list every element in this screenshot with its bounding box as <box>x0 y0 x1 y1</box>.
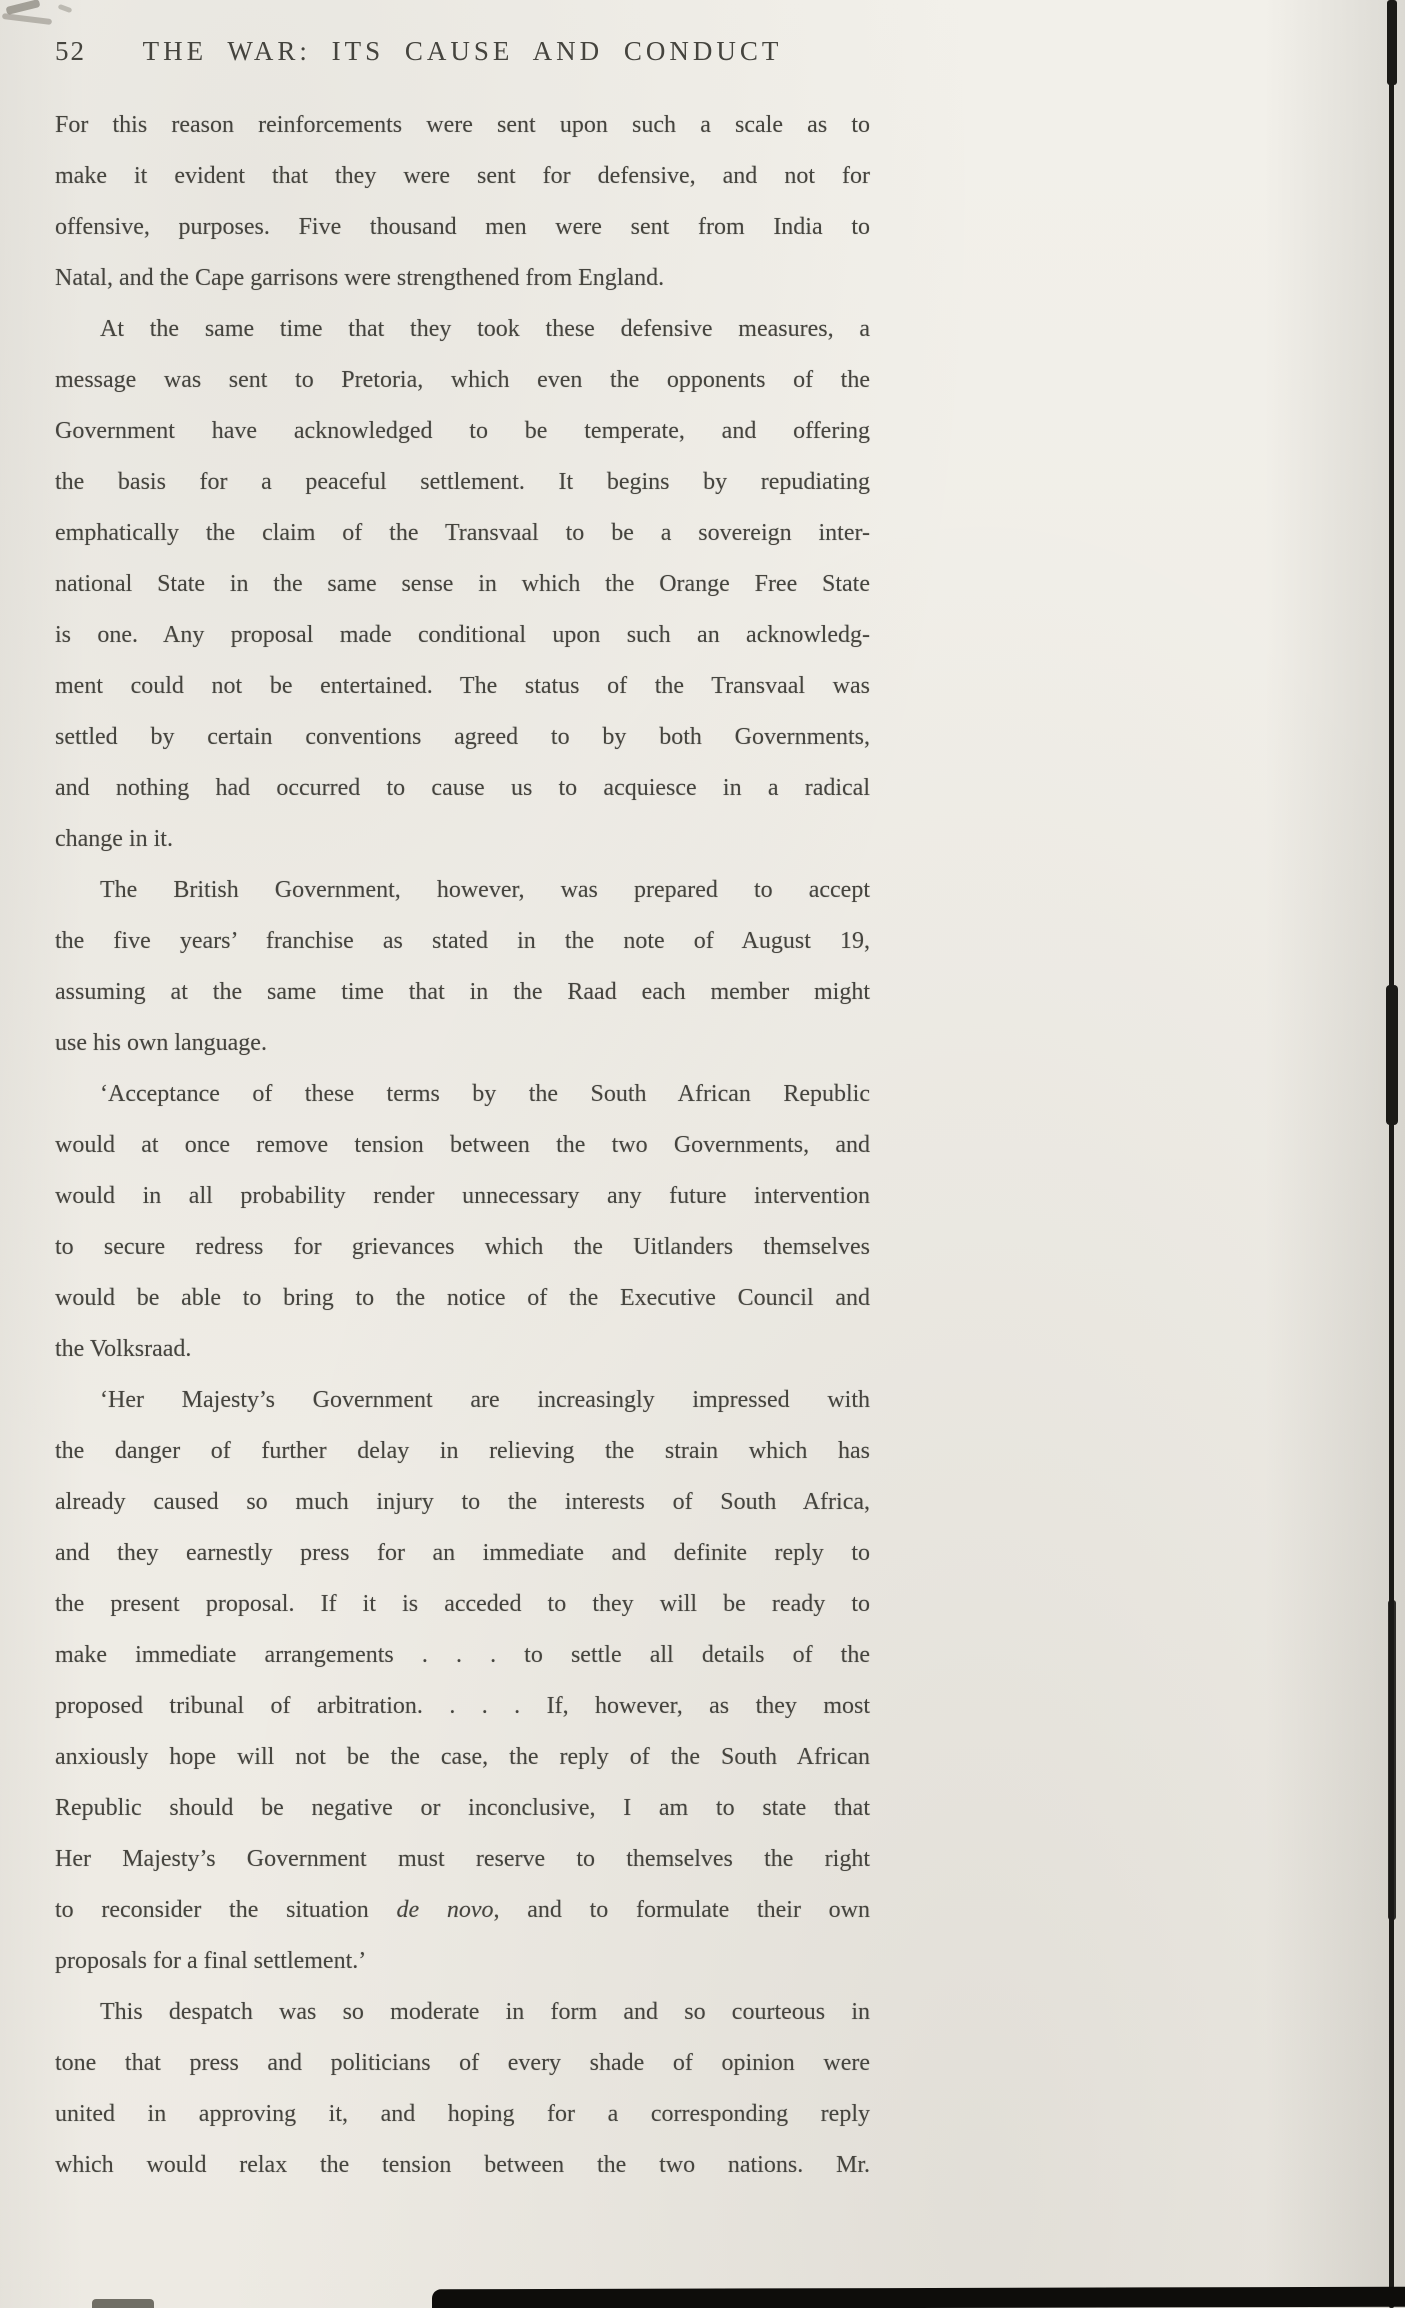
text-line: the five years’ franchise as stated in the note of August 19, <box>55 928 870 954</box>
paragraph <box>55 1069 870 1375</box>
scan-smudge-top-left <box>58 4 73 13</box>
text-line: use his own language. <box>55 1030 267 1056</box>
text-line: message was sent to Pretoria, which even the opponents of the <box>55 367 870 393</box>
paragraph <box>55 1987 870 2191</box>
scan-binding-mark <box>1388 1600 1396 1920</box>
text-line: already caused so much injury to the interests of South Africa, <box>55 1489 870 1515</box>
text-line: united in approving it, and hoping for a corresponding reply <box>55 2101 870 2127</box>
paragraph <box>55 865 870 1069</box>
text-line: This despatch was so moderate in form and so courteous in <box>100 1999 870 2025</box>
text-line: would at once remove tension between the two Governments, and <box>55 1132 870 1158</box>
text-line: make it evident that they were sent for defensive, and not for <box>55 163 870 189</box>
paragraph <box>55 1375 870 1987</box>
text-line: the danger of further delay in relieving the strain which has <box>55 1438 870 1464</box>
text-line: would in all probability render unnecessary any future intervention <box>55 1183 870 1209</box>
running-title: THE WAR: ITS CAUSE AND CONDUCT <box>142 36 783 66</box>
page-number: 52 <box>55 36 86 66</box>
scan-binding-mark <box>1387 0 1397 85</box>
scan-binding-mark <box>1386 985 1398 1125</box>
text-line: to reconsider the situation de novo, and to formulate their own <box>55 1897 870 1923</box>
text-line: Republic should be negative or inconclusive, I am to state that <box>55 1795 870 1821</box>
text-line: tone that press and politicians of every shade of opinion were <box>55 2050 870 2076</box>
scan-bottom-edge-bar <box>432 2287 1405 2308</box>
text-line: and nothing had occurred to cause us to acquiesce in a radical <box>55 775 870 801</box>
text-line: At the same time that they took these defensive measures, a <box>100 316 870 342</box>
scan-smudge-top-left <box>2 13 52 25</box>
scan-smudge-bottom-left <box>92 2299 154 2308</box>
text-line: Her Majesty’s Government must reserve to themselves the right <box>55 1846 870 1872</box>
text-line: which would relax the tension between the two nations. Mr. <box>55 2152 870 2178</box>
text-line: make immediate arrangements . . . to settle all details of the <box>55 1642 870 1668</box>
text-line: For this reason reinforcements were sent upon such a scale as to <box>55 112 870 138</box>
text-line: and they earnestly press for an immediate and definite reply to <box>55 1540 870 1566</box>
paragraph <box>55 100 870 304</box>
text-line: ‘Acceptance of these terms by the South African Republic <box>100 1081 870 1107</box>
text-line: assuming at the same time that in the Raad each member might <box>55 979 870 1005</box>
text-line: settled by certain conventions agreed to by both Governments, <box>55 724 870 750</box>
text-line: The British Government, however, was prepared to accept <box>100 877 870 903</box>
text-line: to secure redress for grievances which the Uitlanders themselves <box>55 1234 870 1260</box>
text-line: the present proposal. If it is acceded to they will be ready to <box>55 1591 870 1617</box>
scan-smudge-top-left <box>6 0 41 15</box>
text-line: anxiously hope will not be the case, the reply of the South African <box>55 1744 870 1770</box>
paragraph <box>55 304 870 865</box>
text-line: the basis for a peaceful settlement. It begins by repudiating <box>55 469 870 495</box>
text-line: ment could not be entertained. The status of the Transvaal was <box>55 673 870 699</box>
text-line: change in it. <box>55 826 173 852</box>
text-line: Government have acknowledged to be temperate, and offering <box>55 418 870 444</box>
text-line: national State in the same sense in which the Orange Free State <box>55 571 870 597</box>
text-line: Natal, and the Cape garrisons were strengthened from England. <box>55 265 665 291</box>
running-header <box>55 36 870 76</box>
text-block <box>55 100 870 2191</box>
text-line: emphatically the claim of the Transvaal to be a sovereign inter- <box>55 520 870 546</box>
text-line: proposed tribunal of arbitration. . . . If, however, as they most <box>55 1693 870 1719</box>
text-line: the Volksraad. <box>55 1336 192 1362</box>
scan-binding-edge-line <box>1389 0 1394 2308</box>
text-line: proposals for a final settlement.’ <box>55 1948 367 1974</box>
text-line: would be able to bring to the notice of the Executive Council and <box>55 1285 870 1311</box>
text-line: offensive, purposes. Five thousand men were sent from India to <box>55 214 870 240</box>
text-line: is one. Any proposal made conditional upon such an acknowledg- <box>55 622 870 648</box>
text-line: ‘Her Majesty’s Government are increasingly impressed with <box>100 1387 870 1413</box>
